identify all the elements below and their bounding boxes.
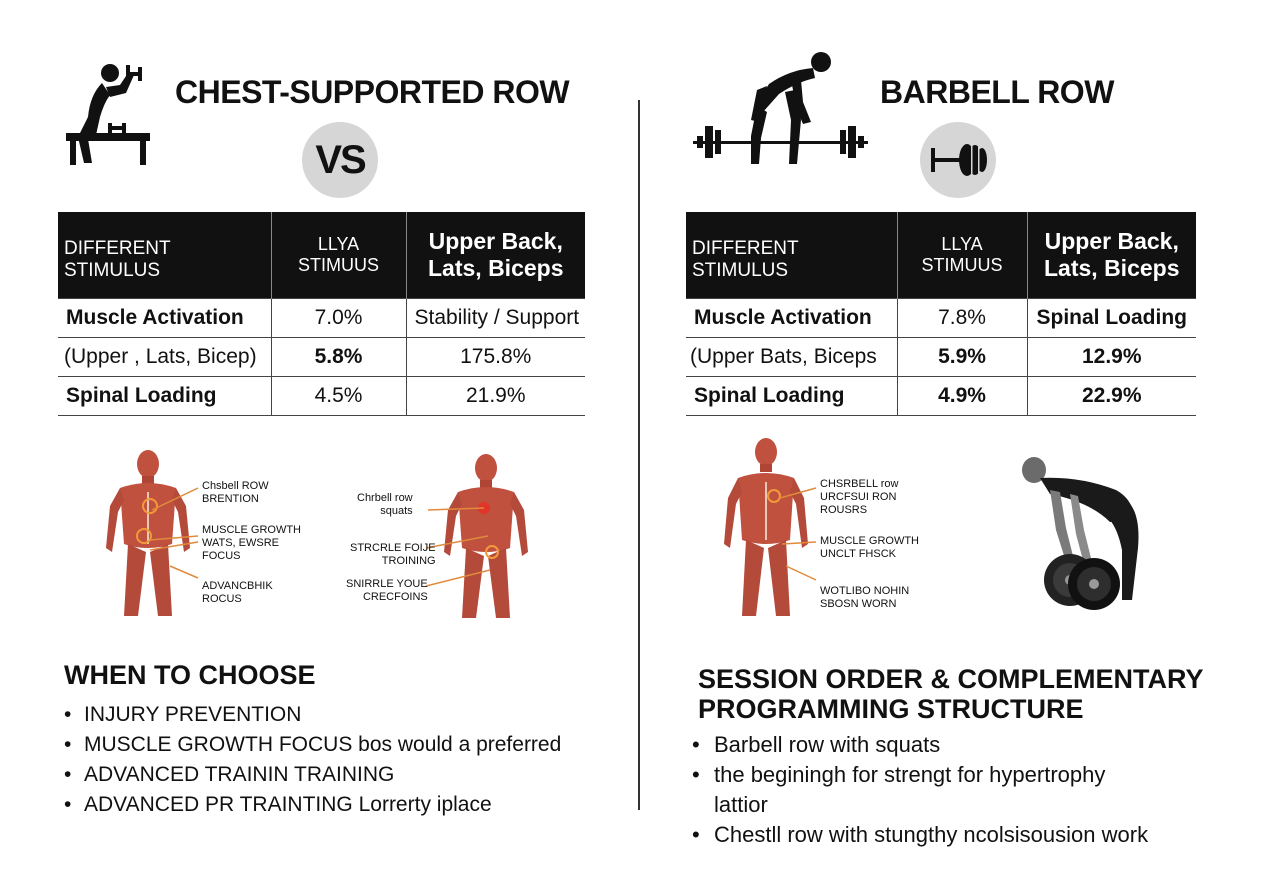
anatomy-label: ADVANCBHIK ROCUS xyxy=(202,580,273,605)
list-item: • ADVANCED TRAININ TRAINING xyxy=(64,760,561,790)
left-header-stimuus xyxy=(271,212,406,298)
right-title: BARBELL ROW xyxy=(880,74,1114,110)
table-row xyxy=(58,298,585,337)
left-section-title: WHEN TO CHOOSE xyxy=(64,660,316,690)
barbell-badge xyxy=(920,122,996,198)
list-item: • MUSCLE GROWTH FOCUS bos would a preferred xyxy=(64,730,561,760)
anatomy-label: STRCRLE FOIJE TROINING xyxy=(350,542,436,567)
table-cell: 12.9% xyxy=(1027,337,1196,376)
table-cell: 5.9% xyxy=(897,337,1027,376)
table-row xyxy=(686,337,1196,376)
table-cell: Spinal Loading xyxy=(1027,298,1196,337)
table-row xyxy=(58,337,585,376)
person-dumbbell-bench-icon xyxy=(60,55,160,170)
table-cell: (Upper Bats, Biceps xyxy=(686,337,897,376)
right-comparison-table xyxy=(686,212,1196,416)
right-bullet-list xyxy=(692,730,1148,850)
table-cell: (Upper , Lats, Bicep) xyxy=(58,337,271,376)
list-item: • ADVANCED PR TRAINTING Lorrerty iplace xyxy=(64,790,561,820)
anatomy-label: CHSRBELL row URCFSUI RON ROUSRS xyxy=(820,478,899,516)
left-title: CHEST-SUPPORTED ROW xyxy=(175,74,570,110)
right-header-muscles-text: Upper Back, Lats, Biceps xyxy=(1044,228,1180,281)
left-header-muscles-text: Upper Back, Lats, Biceps xyxy=(428,228,564,281)
table-row xyxy=(58,376,585,415)
anatomy-label: Chsbell ROW BRENTION xyxy=(202,480,269,505)
right-header-stimuus-text: LLYA STIMUUS xyxy=(921,234,1003,275)
table-cell: 7.8% xyxy=(897,298,1027,337)
right-header-stimuus xyxy=(897,212,1027,298)
right-header-muscles xyxy=(1027,212,1196,298)
callout-lines xyxy=(426,500,492,600)
vs-badge: VS xyxy=(302,122,378,198)
left-comparison-table xyxy=(58,212,585,416)
table-cell: Spinal Loading xyxy=(686,376,897,415)
person-barbell-row-icon xyxy=(693,50,868,168)
table-row xyxy=(686,376,1196,415)
table-row xyxy=(686,298,1196,337)
list-item: • the beginingh for strengt for hypertrophy lattior xyxy=(692,760,1148,820)
table-cell: 4.5% xyxy=(271,376,406,415)
table-cell: Muscle Activation xyxy=(58,298,271,337)
table-cell: Muscle Activation xyxy=(686,298,897,337)
list-item: • INJURY PREVENTION xyxy=(64,700,561,730)
anatomy-label: MUSCLE GROWTH WATS, EWSRE FOCUS xyxy=(202,524,301,562)
list-item: • Barbell row with squats xyxy=(692,730,1148,760)
right-section-title: SESSION ORDER & COMPLEMENTARY PROGRAMMING STRUCTURE xyxy=(698,664,1204,724)
table-cell: 22.9% xyxy=(1027,376,1196,415)
anatomy-label: WOTLIBO NOHIN SBOSN WORN xyxy=(820,585,910,610)
person-dumbbell-row-figure xyxy=(1010,450,1170,624)
table-cell: 4.9% xyxy=(897,376,1027,415)
barbell-plate-icon xyxy=(927,140,989,180)
left-bullet-list xyxy=(64,700,561,820)
left-header-muscles xyxy=(406,212,585,298)
table-cell: 175.8% xyxy=(406,337,585,376)
table-cell: Stability / Support xyxy=(406,298,585,337)
left-header-stimulus: DIFFERENT STIMULUS xyxy=(58,212,271,298)
callout-lines xyxy=(150,480,210,590)
anatomy-label: SNIRRLE YOUE CRECFOINS xyxy=(346,578,428,603)
table-cell: 5.8% xyxy=(271,337,406,376)
table-cell: 7.0% xyxy=(271,298,406,337)
table-cell: Spinal Loading xyxy=(58,376,271,415)
anatomy-label: Chrbell row squats xyxy=(357,492,413,517)
left-header-stimuus-text: LLYA STIMUUS xyxy=(298,234,379,275)
anatomy-label: MUSCLE GROWTH UNCLT FHSCK xyxy=(820,535,919,560)
callout-lines xyxy=(778,480,818,590)
right-header-stimulus: DIFFERENT STIMULUS xyxy=(686,212,897,298)
center-divider xyxy=(638,100,640,810)
list-item: • Chestll row with stungthy ncolsisousion work xyxy=(692,820,1148,850)
table-cell: 21.9% xyxy=(406,376,585,415)
